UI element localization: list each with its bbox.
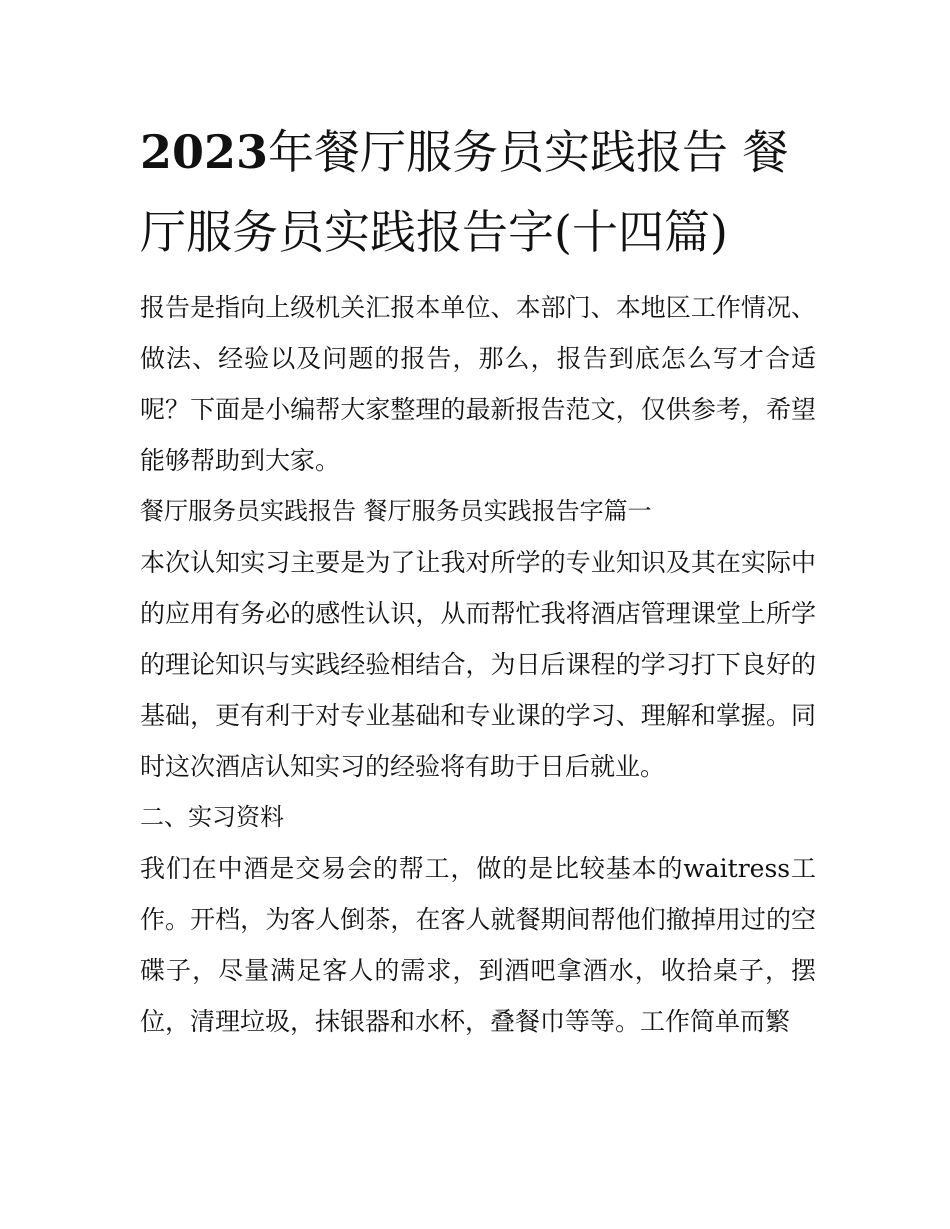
title-year: 2023 <box>140 125 269 179</box>
document-page <box>140 112 816 1047</box>
section2-heading: 二、实习资料 <box>140 803 284 831</box>
section1-heading: 餐厅服务员实践报告 餐厅服务员实践报告字篇一 <box>140 497 652 525</box>
title-text: 年餐厅服务员实践报告 餐厅服务员实践报告字(十四篇) <box>140 125 789 259</box>
document-title <box>140 112 816 272</box>
section2-paragraph: 我们在中酒是交易会的帮工，做的是比较基本的waitress工作。开档，为客人倒茶，在客人就餐期间帮他们撤掉用过的空碟子，尽量满足客人的需求，到酒吧拿酒水，收拾桌子，摆位，清理垃圾，抹银器和水杯，叠餐巾等等。工作简单而繁 <box>140 854 816 1036</box>
intro-paragraph: 报告是指向上级机关汇报本单位、本部门、本地区工作情况、做法、经验以及问题的报告，那么，报告到底怎么写才合适呢？下面是小编帮大家整理的最新报告范文，仅供参考，希望能够帮助到大家。 <box>140 293 816 475</box>
section1-paragraph: 本次认知实习主要是为了让我对所学的专业知识及其在实际中的应用有务必的感性认识，从而帮忙我将酒店管理课堂上所学的理论知识与实践经验相结合，为日后课程的学习打下良好的基础，更有利于对专业基础和专业课的学习、理解和掌握。同时这次酒店认知实习的经验将有助于日后就业。 <box>140 548 816 781</box>
